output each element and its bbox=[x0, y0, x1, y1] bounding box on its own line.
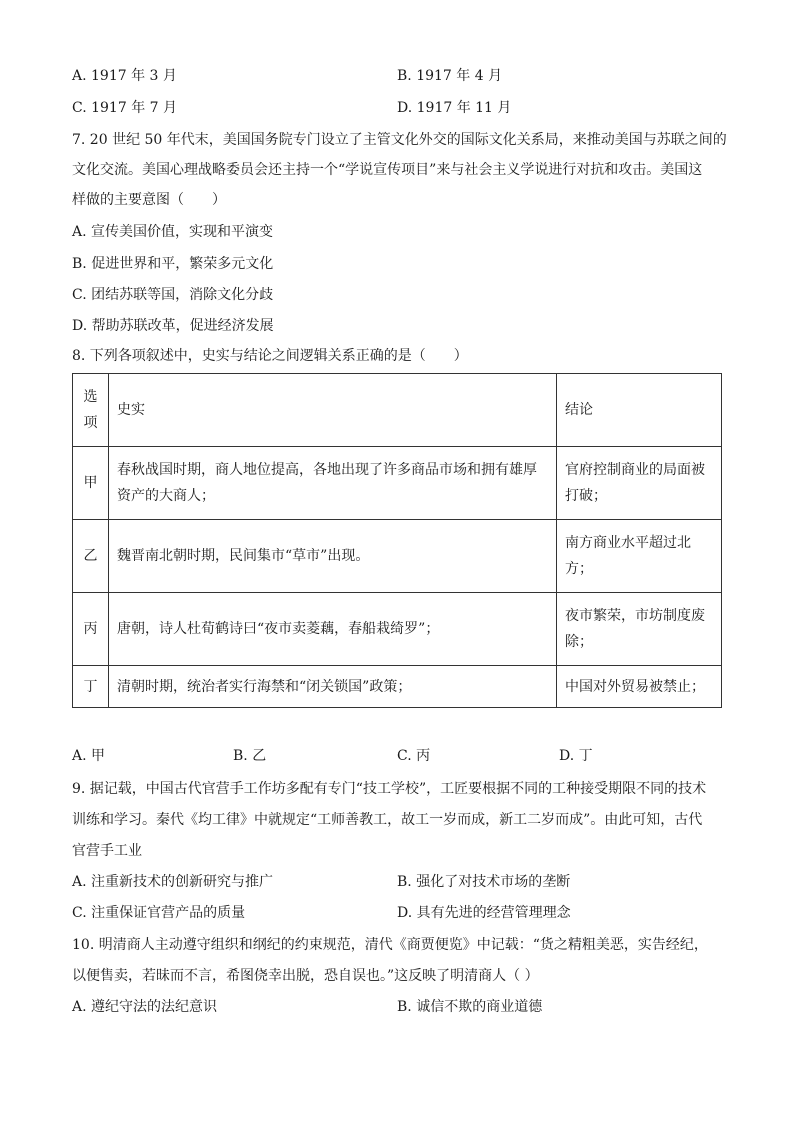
row-fact: 唐朝，诗人杜荀鹤诗曰“夜市卖菱藕，春船栽绮罗”； bbox=[109, 593, 557, 666]
q9-option-c: C. 注重保证官营产品的质量 bbox=[72, 905, 246, 921]
q8-option-d: D. 丁 bbox=[559, 748, 593, 764]
q10-stem-line1: 10. 明清商人主动遵守组织和纲纪的约束规范，清代《商贾便览》中记载：“货之精粗美恶，实告经纪， bbox=[72, 937, 708, 953]
q8-stem: 8. 下列各项叙述中，史实与结论之间逻辑关系正确的是（ ） bbox=[72, 348, 468, 364]
q8-option-c: C. 丙 bbox=[397, 748, 431, 764]
q7-option-b: B. 促进世界和平，繁荣多元文化 bbox=[72, 256, 274, 272]
row-fact: 清朝时期，统治者实行海禁和“闭关锁国”政策； bbox=[109, 666, 557, 708]
q9-stem-line1: 9. 据记载，中国古代官营手工作坊多配有专门“技工学校”，工匠要根据不同的工种接受期限不同的技术 bbox=[72, 781, 707, 797]
table-row bbox=[73, 447, 722, 520]
row-fact bbox=[109, 447, 557, 520]
q8-table bbox=[72, 373, 722, 708]
row-fact: 魏晋南北朝时期，民间集市“草市”出现。 bbox=[109, 520, 557, 593]
q7-stem-line3: 样做的主要意图（ ） bbox=[72, 192, 226, 208]
q8-option-a: A. 甲 bbox=[72, 748, 106, 764]
table-header-row bbox=[73, 374, 722, 447]
row-key: 乙 bbox=[73, 520, 109, 593]
q10-stem-line2: 以便售卖，若昧而不言，希图侥幸出脱，恐自误也。”这反映了明清商人（ ） bbox=[72, 968, 539, 984]
q7-stem-line2: 文化交流。美国心理战略委员会还主持一个“学说宣传项目”来与社会主义学说进行对抗和攻击。美国这 bbox=[72, 162, 703, 178]
row-key: 甲 bbox=[73, 447, 109, 520]
q9-stem-line3: 官营手工业 bbox=[72, 843, 142, 859]
header-option-line2: 项 bbox=[83, 415, 98, 431]
row-key: 丁 bbox=[73, 666, 109, 708]
row-conclusion-line2: 打破； bbox=[565, 488, 607, 504]
row-conclusion-line1: 夜市繁荣，市坊制度废 bbox=[565, 608, 705, 624]
row-conclusion bbox=[557, 520, 722, 593]
row-conclusion-line2: 除； bbox=[565, 634, 593, 650]
q9-option-d: D. 具有先进的经营管理理念 bbox=[397, 905, 571, 921]
header-option-line1: 选 bbox=[83, 389, 98, 405]
row-conclusion bbox=[557, 593, 722, 666]
table-row bbox=[73, 666, 722, 708]
q10-option-a: A. 遵纪守法的法纪意识 bbox=[72, 999, 218, 1015]
header-conclusion: 结论 bbox=[557, 374, 722, 447]
q9-option-b: B. 强化了对技术市场的垄断 bbox=[397, 874, 571, 890]
row-conclusion bbox=[557, 447, 722, 520]
q7-option-a: A. 宣传美国价值，实现和平演变 bbox=[72, 224, 274, 240]
row-conclusion-line2: 方； bbox=[565, 561, 593, 577]
table-row bbox=[73, 520, 722, 593]
row-fact-line1: 春秋战国时期，商人地位提高，各地出现了许多商品市场和拥有雄厚 bbox=[117, 462, 537, 478]
q6-option-b: B. 1917 年 4 月 bbox=[397, 68, 503, 84]
q10-option-b: B. 诚信不欺的商业道德 bbox=[397, 999, 543, 1015]
q6-option-c: C. 1917 年 7 月 bbox=[72, 100, 177, 116]
q9-stem-line2: 训练和学习。秦代《均工律》中就规定“工师善教工，故工一岁而成，新工二岁而成”。由此可知，古代 bbox=[72, 812, 703, 828]
row-conclusion: 中国对外贸易被禁止； bbox=[557, 666, 722, 708]
row-conclusion-line1: 官府控制商业的局面被 bbox=[565, 462, 705, 478]
table-row bbox=[73, 593, 722, 666]
q7-option-d: D. 帮助苏联改革，促进经济发展 bbox=[72, 318, 274, 334]
q6-option-d: D. 1917 年 11 月 bbox=[397, 100, 512, 116]
q7-stem-line1: 7. 20 世纪 50 年代末，美国国务院专门设立了主管文化外交的国际文化关系局，来推动美国与苏联之间的 bbox=[72, 132, 727, 148]
row-fact-line2: 资产的大商人； bbox=[117, 488, 215, 504]
header-fact: 史实 bbox=[109, 374, 557, 447]
q9-option-a: A. 注重新技术的创新研究与推广 bbox=[72, 874, 274, 890]
q7-option-c: C. 团结苏联等国，消除文化分歧 bbox=[72, 287, 274, 303]
row-key: 丙 bbox=[73, 593, 109, 666]
row-conclusion-line1: 南方商业水平超过北 bbox=[565, 535, 691, 551]
q8-option-b: B. 乙 bbox=[233, 748, 267, 764]
q6-option-a: A. 1917 年 3 月 bbox=[72, 68, 177, 84]
header-option bbox=[73, 374, 109, 447]
